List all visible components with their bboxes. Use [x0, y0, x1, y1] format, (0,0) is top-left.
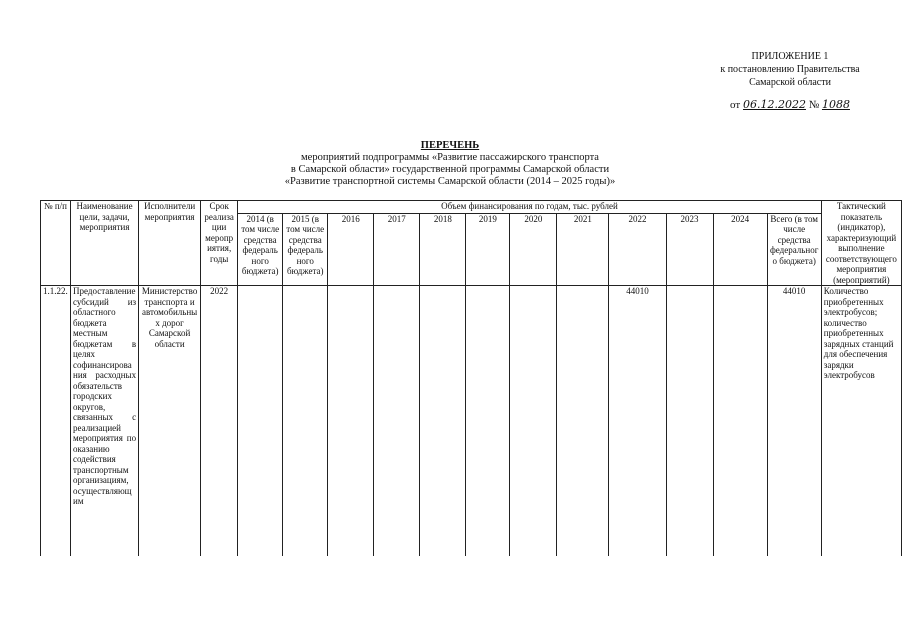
decree-number: 1088: [821, 98, 850, 111]
row-term: 2022: [201, 286, 238, 557]
document-title: ПЕРЕЧЕНЬ: [420, 140, 480, 151]
row-value: [328, 286, 374, 557]
header-year: 2022: [609, 213, 666, 285]
row-value: [666, 286, 713, 557]
header-year: 2016: [328, 213, 374, 285]
row-value-2022: 44010: [609, 286, 666, 557]
row-name: Предоставление субсидий из областного бюджета местным бюджетам в целях софинансирования расходных обязательств городских округов, связанных с реализацией мероприятия по оказанию содействия транспортным организациям, осуществляющим: [71, 286, 139, 557]
heading-line-3: «Развитие транспортной системы Самарской области (2014 – 2025 годы)»: [284, 176, 616, 187]
row-num: 1.1.22.: [41, 286, 71, 557]
row-total: 44010: [767, 286, 821, 557]
row-executors: Министерство транспорта и автомобильных дорог Самарской области: [139, 286, 201, 557]
appendix-title: ПРИЛОЖЕНИЕ 1: [751, 51, 829, 62]
decree-prefix: от: [730, 99, 741, 111]
row-value: [283, 286, 328, 557]
header-term: Срок реализации мероприятия, годы: [201, 201, 238, 286]
header-year: 2023: [666, 213, 713, 285]
header-year: 2014 (в том числе средства федерального бюджета): [238, 213, 283, 285]
header-indicator: Тактический показатель (индикатор), характеризующий выполнение соответствующего мероприятия (мероприятий): [821, 201, 901, 286]
header-executors: Исполнители мероприятия: [139, 201, 201, 286]
appendix-line-1: к постановлению Правительства: [720, 64, 860, 75]
measures-table: [40, 200, 902, 556]
heading-line-2: в Самарской области» государственной программы Самарской области: [290, 164, 610, 175]
appendix-block: [690, 50, 890, 89]
appendix-line-2: Самарской области: [749, 77, 831, 88]
row-value: [374, 286, 420, 557]
table-header-row: [41, 201, 902, 214]
row-value: [713, 286, 767, 557]
row-indicator: Количество приобретенных электробусов; количество приобретенных зарядных станций для обеспечения зарядки электробусов: [821, 286, 901, 557]
header-year: 2019: [466, 213, 510, 285]
decree-reference: [700, 98, 880, 111]
header-year: 2017: [374, 213, 420, 285]
decree-date: 06.12.2022: [742, 98, 806, 111]
header-total: Всего (в том числе средства федерального бюджета): [767, 213, 821, 285]
header-year: 2020: [510, 213, 557, 285]
heading-line-1: мероприятий подпрограммы «Развитие пассажирского транспорта: [301, 152, 599, 163]
row-value: [238, 286, 283, 557]
table-row: [41, 286, 902, 557]
row-value: [557, 286, 609, 557]
header-name: Наименование цели, задачи, мероприятия: [71, 201, 139, 286]
header-year: 2015 (в том числе средства федерального бюджета): [283, 213, 328, 285]
header-year: 2018: [420, 213, 466, 285]
row-value: [466, 286, 510, 557]
header-year: 2021: [557, 213, 609, 285]
document-heading: [230, 140, 670, 188]
header-year: 2024: [713, 213, 767, 285]
decree-number-sign: №: [808, 99, 820, 111]
header-num: № п/п: [41, 201, 71, 286]
row-value: [510, 286, 557, 557]
row-value: [420, 286, 466, 557]
header-finance: Объем финансирования по годам, тыс. рублей: [238, 201, 822, 214]
